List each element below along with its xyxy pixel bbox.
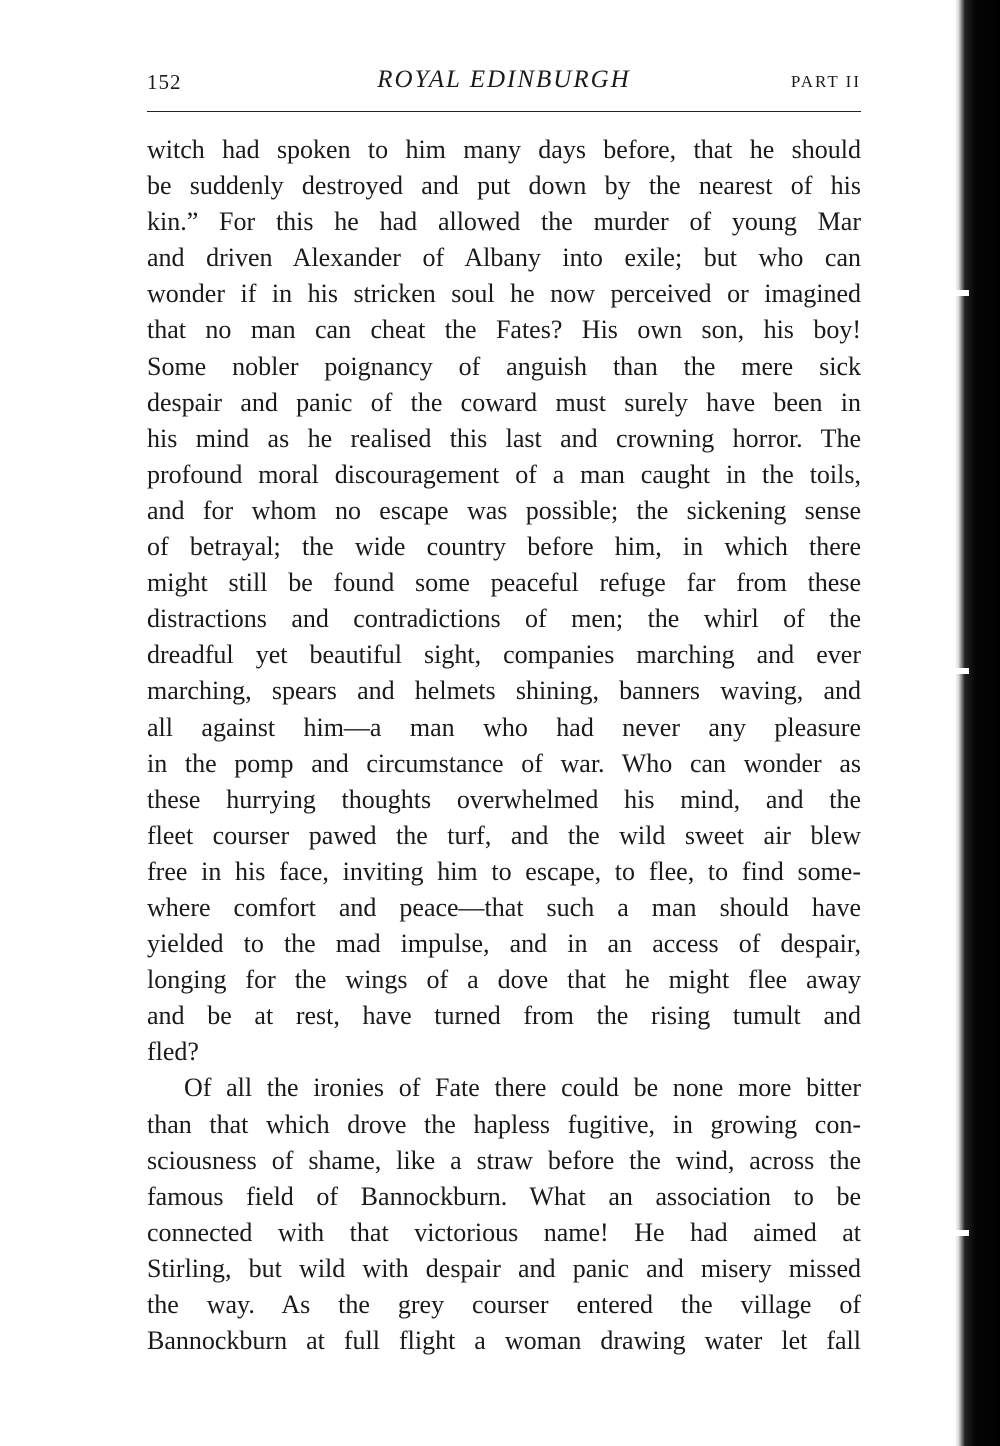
text-line: Stirling, but wild with despair and panic and misery missed [147, 1253, 861, 1283]
text-line: Bannockburn at full flight a woman drawing water let fall [147, 1326, 861, 1356]
text-line: in the pomp and circumstance of war. Who can wonder as [147, 748, 861, 778]
text-line: and be at rest, have turned from the rising tumult and [147, 1001, 861, 1031]
text-line: be suddenly destroyed and put down by the nearest of his [147, 171, 861, 201]
edge-nick [955, 668, 969, 674]
text-line: witch had spoken to him many days before, that he should [147, 135, 861, 164]
text-line: and for whom no escape was possible; the sickening sense [147, 495, 861, 525]
text-line: famous field of Bannockburn. What an association to be [147, 1181, 861, 1211]
text-line: distractions and contradictions of men; the whirl of the [147, 604, 861, 634]
text-line: free in his face, inviting him to escape, to flee, to find some- [147, 856, 861, 886]
text-line: Some nobler poignancy of anguish than the mere sick [147, 351, 861, 381]
header-rule [147, 111, 861, 112]
text-line: where comfort and peace—that such a man should have [147, 892, 861, 922]
text-line: of betrayal; the wide country before him, in which there [147, 532, 861, 562]
part-label: PART II [790, 72, 861, 91]
text-line: all against him—a man who had never any pleasure [147, 712, 861, 742]
text-line: fled? [147, 1037, 199, 1067]
text-line: these hurrying thoughts overwhelmed his mind, and the [147, 784, 861, 814]
text-line: marching, spears and helmets shining, banners waving, and [147, 676, 861, 706]
edge-nick [955, 290, 969, 296]
running-head [147, 64, 861, 104]
text-line: connected with that victorious name! He had aimed at [147, 1217, 861, 1247]
text-line: the way. As the grey courser entered the village of [147, 1290, 861, 1319]
text-line: that no man can cheat the Fates? His own son, his boy! [147, 315, 861, 345]
text-line: profound moral discouragement of a man caught in the toils, [147, 459, 861, 489]
scan-binding-edge [955, 0, 1000, 1446]
text-line: dreadful yet beautiful sight, companies marching and ever [147, 640, 861, 670]
edge-nick [955, 1230, 969, 1236]
text-line: longing for the wings of a dove that he might flee away [147, 965, 861, 995]
text-line: Of all the ironies of Fate there could be none more bitter [184, 1073, 861, 1103]
text-line: despair and panic of the coward must surely have been in [147, 387, 861, 417]
paragraph-1 [147, 132, 861, 1070]
text-line: than that which drove the hapless fugitive, in growing con- [147, 1109, 861, 1139]
text-line: wonder if in his stricken soul he now perceived or imagined [147, 279, 861, 309]
paragraph-2 [147, 1070, 861, 1359]
book-title: ROYAL EDINBURGH [377, 66, 631, 93]
text-line: might still be found some peaceful refuge far from these [147, 568, 861, 598]
text-line: yielded to the mad impulse, and in an access of despair, [147, 929, 861, 959]
text-line: sciousness of shame, like a straw before the wind, across the [147, 1145, 861, 1175]
text-line: his mind as he realised this last and crowning horror. The [147, 423, 861, 453]
page-number: 152 [147, 70, 182, 94]
text-line: fleet courser pawed the turf, and the wild sweet air blew [147, 820, 861, 850]
text-line: and driven Alexander of Albany into exile; but who can [147, 243, 861, 273]
text-line: kin.” For this he had allowed the murder of young Mar [147, 207, 861, 237]
body-text [147, 132, 861, 1359]
